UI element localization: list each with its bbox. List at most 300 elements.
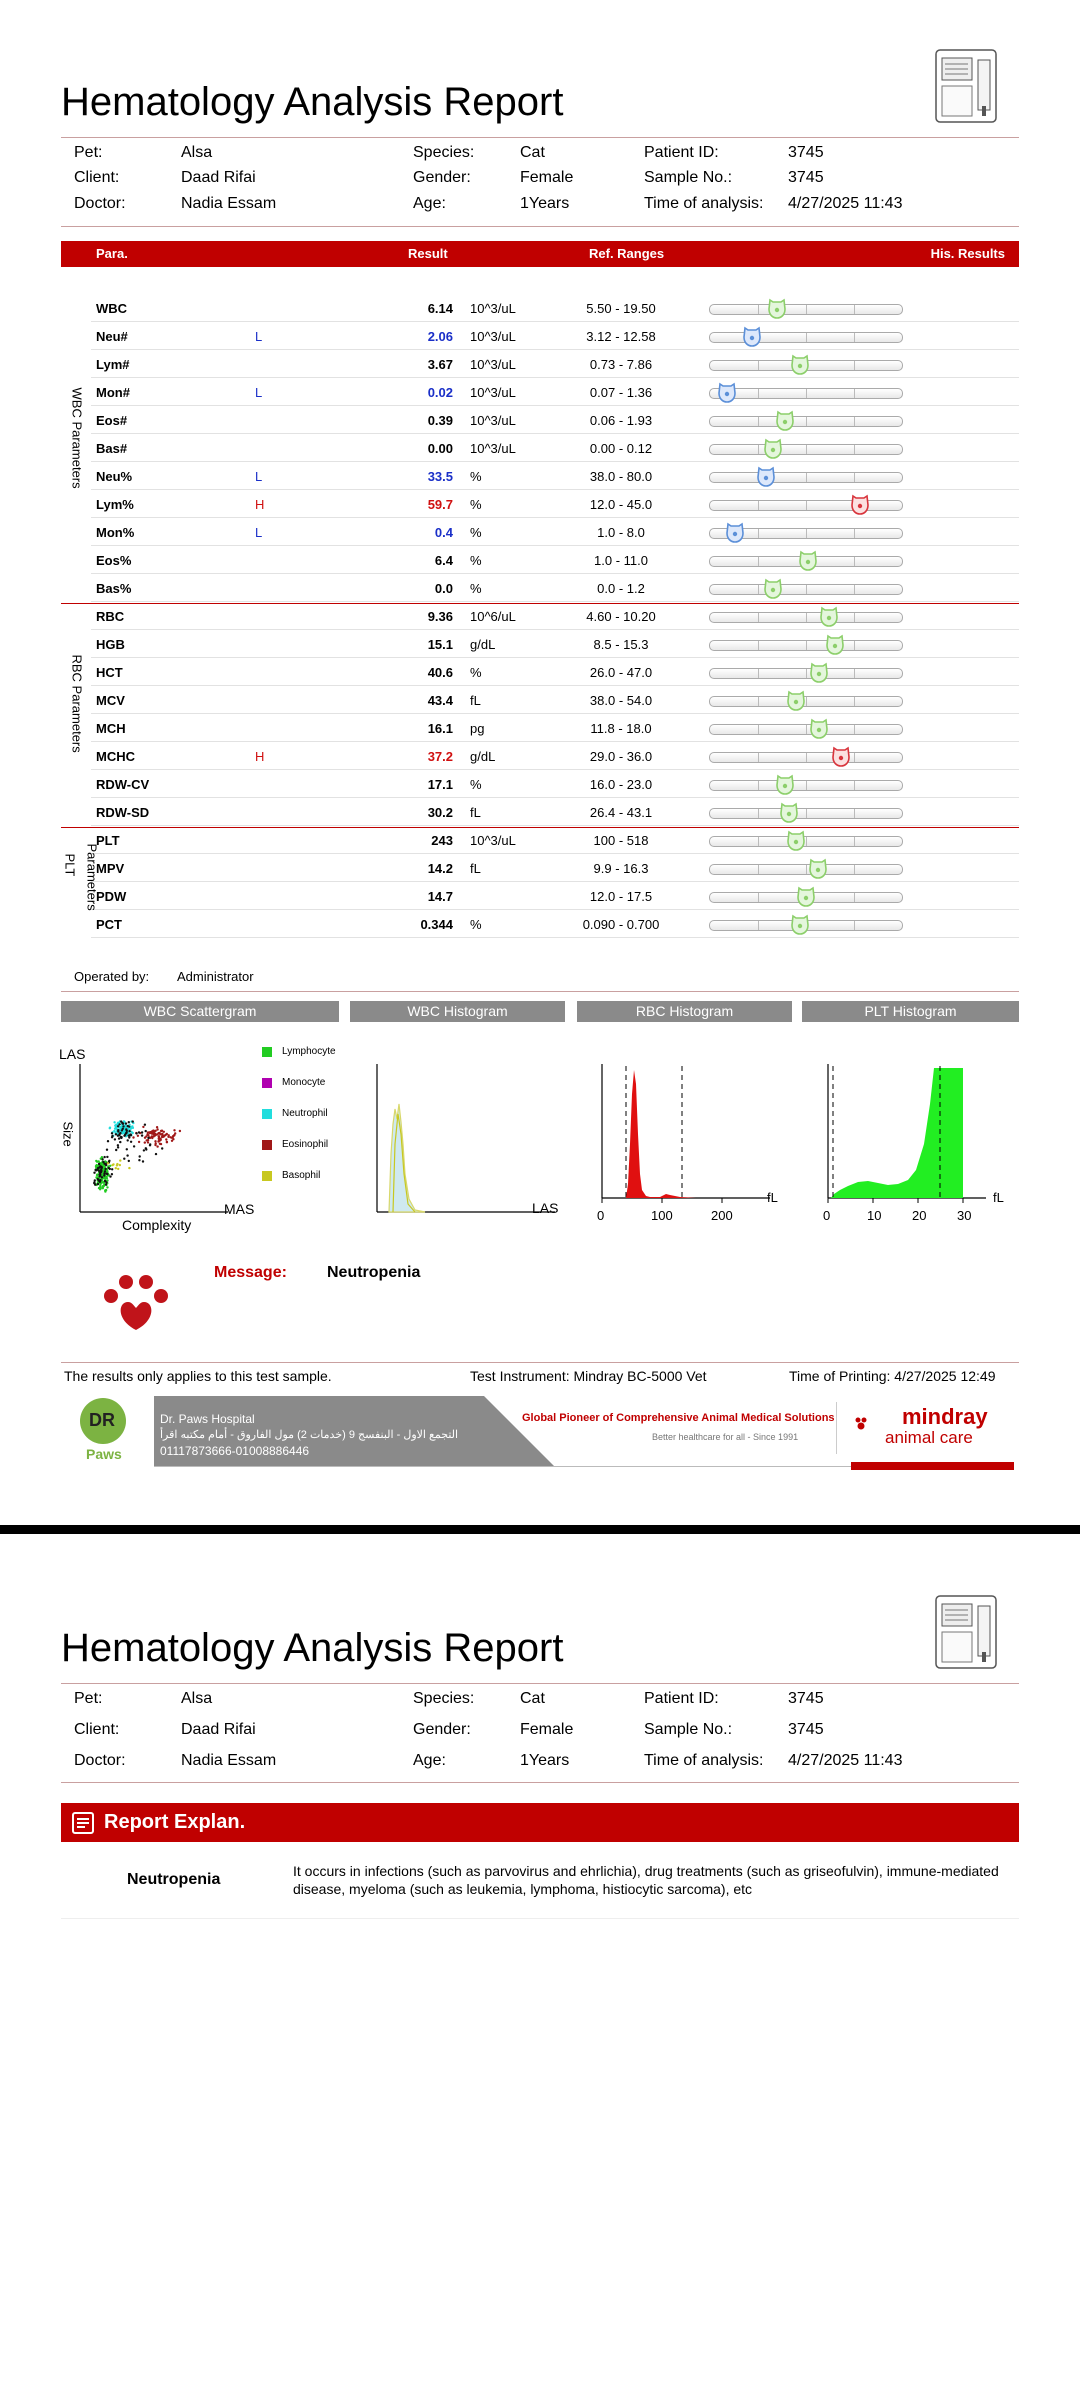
history-marker-icon: [767, 297, 787, 317]
param-value: 16.1: [427, 721, 453, 736]
scatter-dot: [125, 1122, 127, 1124]
param-value: 17.1: [427, 777, 453, 792]
scatter-dot: [96, 1164, 98, 1166]
history-bar: [709, 472, 903, 483]
history-bar-tick: [806, 725, 807, 734]
history-bar-tick: [854, 837, 855, 846]
mindray-brand-2: animal care: [885, 1428, 973, 1447]
wbc-histogram-header: WBC Histogram: [350, 1001, 565, 1022]
param-value: 0.00: [427, 441, 453, 456]
param-name: Eos%: [96, 553, 132, 568]
param-unit: 10^3/uL: [470, 833, 516, 848]
param-name: Neu%: [96, 469, 133, 484]
history-bar-tick: [854, 473, 855, 482]
history-bar-tick: [854, 305, 855, 314]
history-bar: [709, 696, 903, 707]
history-bar-tick: [854, 893, 855, 902]
client-label: Client:: [74, 1721, 120, 1738]
result-row: [61, 602, 1019, 630]
history-marker-icon: [809, 717, 829, 737]
doctor-value: Nadia Essam: [181, 195, 277, 212]
group-label-rbc: RBC Parameters: [69, 654, 85, 753]
history-marker-icon: [809, 661, 829, 681]
result-row: [61, 630, 1019, 658]
scatter-dot: [111, 1168, 113, 1170]
scattergram-header: WBC Scattergram: [61, 1001, 339, 1022]
history-bar-tick: [806, 417, 807, 426]
scatter-dot: [125, 1128, 127, 1130]
divider: [836, 1402, 837, 1454]
param-ref-range: 3.12 - 12.58: [586, 329, 656, 344]
operated-by-value: Administrator: [177, 969, 254, 984]
scatter-dot: [141, 1134, 143, 1136]
history-marker-icon: [790, 913, 810, 933]
param-unit: 10^3/uL: [470, 301, 516, 316]
param-value: 6.14: [427, 301, 453, 316]
scatter-dot: [106, 1186, 108, 1188]
divider: [61, 1683, 1019, 1684]
mindray-logo-icon: [854, 1416, 868, 1430]
scatter-dot: [115, 1167, 117, 1169]
divider: [154, 1466, 851, 1467]
plt-histogram-header: PLT Histogram: [802, 1001, 1019, 1022]
param-value: 9.36: [427, 609, 453, 624]
history-marker-icon: [742, 325, 762, 345]
legend-swatch: [262, 1171, 272, 1181]
rbc-tick-100: 100: [651, 1208, 673, 1223]
scatter-dot: [105, 1189, 107, 1191]
history-bar-tick: [758, 445, 759, 454]
param-ref-range: 0.0 - 1.2: [597, 581, 645, 596]
scatter-dot: [138, 1131, 140, 1133]
gender-label: Gender:: [413, 169, 471, 186]
history-bar-tick: [758, 585, 759, 594]
param-value: 33.5: [427, 469, 453, 484]
history-bar-tick: [758, 669, 759, 678]
history-bar: [709, 780, 903, 791]
legend-label: Monocyte: [282, 1077, 326, 1088]
wbc-histogram: [375, 1064, 555, 1214]
history-bar-tick: [806, 445, 807, 454]
scatter-dot: [128, 1167, 130, 1169]
param-value: 2.06: [427, 329, 453, 344]
scatter-dot: [111, 1173, 113, 1175]
scatter-dot: [161, 1147, 163, 1149]
param-name: RBC: [96, 609, 125, 624]
history-bar-tick: [758, 501, 759, 510]
mindray-red-bar: [851, 1462, 1014, 1470]
col-result: Result: [408, 246, 448, 261]
scatter-dot: [141, 1131, 143, 1133]
param-unit: 10^3/uL: [470, 329, 516, 344]
history-bar-tick: [806, 529, 807, 538]
scatter-dot: [96, 1174, 98, 1176]
scatter-dot: [118, 1137, 120, 1139]
scatter-dot: [158, 1136, 160, 1138]
scatter-dot: [132, 1120, 134, 1122]
param-unit: %: [470, 581, 482, 596]
history-bar: [709, 444, 903, 455]
scatter-dot: [119, 1141, 121, 1143]
scatter-dot: [97, 1183, 99, 1185]
scatter-x-right-label: MAS: [224, 1201, 255, 1217]
param-value: 40.6: [427, 665, 453, 680]
rbc-unit: fL: [767, 1190, 778, 1205]
explan-term: Neutropenia: [127, 1871, 221, 1888]
param-ref-range: 0.00 - 0.12: [589, 441, 653, 456]
history-marker-icon: [850, 493, 870, 513]
history-bar-tick: [806, 669, 807, 678]
param-flag: H: [255, 497, 265, 512]
history-bar: [709, 724, 903, 735]
hospital-address: التجمع الاول - البنفسج 9 (خدمات 2) مول الفاروق - أمام مكتبه اقرأ: [160, 1429, 459, 1441]
history-marker-icon: [825, 633, 845, 653]
wbc-scattergram: [78, 1064, 228, 1214]
wbc-hist-x-label: LAS: [532, 1200, 559, 1216]
patient-id-value: 3745: [788, 144, 824, 161]
history-bar-tick: [806, 753, 807, 762]
history-marker-icon: [798, 549, 818, 569]
param-name: HCT: [96, 665, 123, 680]
history-bar: [709, 864, 903, 875]
param-ref-range: 4.60 - 10.20: [586, 609, 656, 624]
history-bar-tick: [758, 753, 759, 762]
scatter-dot: [122, 1128, 124, 1130]
scatter-dot: [95, 1169, 97, 1171]
scatter-dot: [146, 1139, 148, 1141]
history-bar-tick: [806, 641, 807, 650]
legend-swatch: [262, 1047, 272, 1057]
species-label: Species:: [413, 144, 475, 161]
history-bar: [709, 556, 903, 567]
history-bar-tick: [806, 613, 807, 622]
scatter-dot: [98, 1163, 100, 1165]
history-bar-tick: [758, 921, 759, 930]
history-bar-tick: [806, 333, 807, 342]
history-bar-tick: [758, 781, 759, 790]
history-bar-tick: [806, 585, 807, 594]
scatter-dot: [111, 1136, 113, 1138]
pet-label: Pet:: [74, 144, 103, 161]
scatter-dot: [117, 1168, 119, 1170]
species-label: Species:: [413, 1690, 475, 1707]
param-ref-range: 0.090 - 0.700: [582, 917, 660, 932]
scatter-dot: [104, 1177, 106, 1179]
scatter-dot: [118, 1123, 120, 1125]
divider: [61, 1918, 1019, 1919]
param-value: 59.7: [427, 497, 453, 512]
scatter-dot: [101, 1158, 103, 1160]
scatter-dot: [113, 1121, 115, 1123]
scatter-dot: [142, 1126, 144, 1128]
history-bar-tick: [854, 361, 855, 370]
group-label-plt-params: Parameters: [84, 843, 100, 911]
scatter-dot: [154, 1140, 156, 1142]
param-ref-range: 0.07 - 1.36: [589, 385, 653, 400]
param-flag: L: [255, 385, 263, 400]
doctor-label: Doctor:: [74, 1752, 126, 1769]
param-name: PDW: [96, 889, 127, 904]
page-separator: [0, 1525, 1080, 1534]
legend-label: Neutrophil: [282, 1108, 328, 1119]
species-value: Cat: [520, 144, 545, 161]
scatter-x-label: Complexity: [122, 1217, 192, 1233]
param-name: MCHC: [96, 749, 135, 764]
plt-unit: fL: [993, 1190, 1004, 1205]
scatter-dot: [120, 1136, 122, 1138]
param-unit: fL: [470, 861, 481, 876]
history-bar-tick: [758, 557, 759, 566]
scatter-dot: [112, 1163, 114, 1165]
scatter-dot: [128, 1130, 130, 1132]
history-bar: [709, 584, 903, 595]
scatter-dot: [109, 1175, 111, 1177]
param-flag: L: [255, 469, 263, 484]
plt-tick-20: 20: [912, 1208, 927, 1223]
history-bar: [709, 500, 903, 511]
result-row: [61, 294, 1019, 322]
history-bar-tick: [758, 809, 759, 818]
col-ref: Ref. Ranges: [589, 246, 665, 261]
scatter-dot: [105, 1181, 107, 1183]
history-marker-icon: [819, 605, 839, 625]
scatter-dot: [99, 1187, 101, 1189]
scatter-dot: [99, 1179, 101, 1181]
param-value: 30.2: [427, 805, 453, 820]
param-name: Lym#: [96, 357, 130, 372]
param-value: 243: [431, 833, 453, 848]
scatter-dot: [114, 1138, 116, 1140]
scatter-dot: [165, 1138, 167, 1140]
scatter-dot: [138, 1159, 140, 1161]
document-icon: [71, 1811, 95, 1835]
scatter-dot: [126, 1148, 128, 1150]
rbc-histogram-header: RBC Histogram: [577, 1001, 792, 1022]
drpaws-logo: [80, 1398, 126, 1444]
result-row: [61, 854, 1019, 882]
result-row: [61, 798, 1019, 826]
footer-note: The results only applies to this test sample.: [64, 1368, 332, 1384]
scatter-dot: [155, 1142, 157, 1144]
species-value: Cat: [520, 1690, 545, 1707]
patient-id-value: 3745: [788, 1690, 824, 1707]
scatter-dot: [171, 1140, 173, 1142]
history-marker-icon: [786, 689, 806, 709]
section-divider-rbc: [61, 603, 1019, 604]
history-bar-tick: [806, 501, 807, 510]
explan-text: It occurs in infections (such as parvovirus and ehrlichia), drug treatments (such as griseofulvin), immune-mediated disease, myeloma (such as leukemia, lymphoma, histiocytic sarcoma), etc: [293, 1863, 999, 1897]
scatter-dot: [161, 1133, 163, 1135]
param-name: Mon#: [96, 385, 130, 400]
param-name: RDW-CV: [96, 777, 150, 792]
scatter-dot: [149, 1144, 151, 1146]
report-title-page2: Hematology Analysis Report: [61, 1626, 564, 1670]
scatter-dot: [147, 1134, 149, 1136]
param-unit: fL: [470, 805, 481, 820]
scatter-dot: [130, 1141, 132, 1143]
legend-label: Eosinophil: [282, 1139, 329, 1150]
history-bar: [709, 612, 903, 623]
legend-swatch: [262, 1109, 272, 1119]
param-unit: 10^3/uL: [470, 385, 516, 400]
col-his: His. Results: [930, 246, 1005, 261]
param-name: WBC: [96, 301, 128, 316]
param-name: Lym%: [96, 497, 134, 512]
history-bar-tick: [806, 305, 807, 314]
scatter-dot: [147, 1141, 149, 1143]
patient-id-label: Patient ID:: [644, 1690, 719, 1707]
history-bar: [709, 360, 903, 371]
scatter-dot: [161, 1130, 163, 1132]
age-label: Age:: [413, 195, 446, 212]
param-value: 37.2: [427, 749, 453, 764]
scatter-dot: [97, 1178, 99, 1180]
param-unit: %: [470, 553, 482, 568]
results-table-header: [61, 241, 1019, 267]
scatter-dot: [98, 1160, 100, 1162]
history-bar-tick: [854, 529, 855, 538]
history-bar-tick: [758, 641, 759, 650]
param-value: 3.67: [427, 357, 453, 372]
scatter-dot: [124, 1134, 126, 1136]
history-bar-tick: [758, 361, 759, 370]
history-marker-icon: [779, 801, 799, 821]
history-bar-tick: [854, 921, 855, 930]
scatter-dot: [128, 1160, 130, 1162]
history-bar-tick: [854, 585, 855, 594]
scatter-dot: [137, 1135, 139, 1137]
param-value: 14.2: [427, 861, 453, 876]
param-flag: H: [255, 749, 265, 764]
scatter-y-label: Size: [60, 1121, 76, 1147]
drpaws-logo-text: DR: [89, 1410, 115, 1430]
scatter-dot: [144, 1124, 146, 1126]
gender-value: Female: [520, 1721, 574, 1738]
scatter-dot: [115, 1133, 117, 1135]
result-row: [61, 350, 1019, 378]
scatter-dot: [103, 1174, 105, 1176]
scatter-dot: [109, 1127, 111, 1129]
history-bar-tick: [806, 389, 807, 398]
history-marker-icon: [786, 829, 806, 849]
footer-instrument: Test Instrument: Mindray BC-5000 Vet: [470, 1368, 707, 1384]
param-unit: g/dL: [470, 637, 496, 652]
message-label: Message:: [214, 1264, 287, 1281]
analyzer-icon: [930, 46, 1002, 126]
param-name: PLT: [96, 833, 120, 848]
scatter-dot: [116, 1163, 118, 1165]
param-ref-range: 9.9 - 16.3: [593, 861, 649, 876]
param-ref-range: 38.0 - 54.0: [589, 693, 653, 708]
plt-tick-10: 10: [867, 1208, 882, 1223]
divider: [61, 137, 1019, 138]
param-unit: %: [470, 497, 482, 512]
param-name: Neu#: [96, 329, 128, 344]
scatter-dot: [128, 1121, 130, 1123]
history-bar-tick: [854, 641, 855, 650]
param-unit: 10^3/uL: [470, 413, 516, 428]
scatter-dot: [122, 1132, 124, 1134]
scatter-dot: [104, 1168, 106, 1170]
result-row: [61, 378, 1019, 406]
result-row: [61, 826, 1019, 854]
history-marker-icon: [763, 577, 783, 597]
scatter-dot: [106, 1149, 108, 1151]
history-bar-tick: [758, 865, 759, 874]
sample-label: Sample No.:: [644, 169, 733, 186]
history-bar: [709, 332, 903, 343]
scatter-dot: [120, 1120, 122, 1122]
scatter-dot: [115, 1149, 117, 1151]
scatter-dot: [101, 1176, 103, 1178]
result-row: [61, 434, 1019, 462]
param-unit: fL: [470, 693, 481, 708]
divider: [61, 226, 1019, 227]
mindray-tagline-2: Better healthcare for all - Since 1991: [652, 1432, 799, 1442]
history-bar-tick: [854, 781, 855, 790]
age-value: 1Years: [520, 1752, 570, 1769]
section-divider-plt: [61, 827, 1019, 828]
scatter-dot: [122, 1125, 124, 1127]
param-name: RDW-SD: [96, 805, 150, 820]
param-ref-range: 5.50 - 19.50: [586, 301, 656, 316]
param-ref-range: 8.5 - 15.3: [593, 637, 649, 652]
legend-swatch: [262, 1078, 272, 1088]
history-bar-tick: [758, 837, 759, 846]
param-ref-range: 0.06 - 1.93: [589, 413, 653, 428]
drpaws-logo-paws: Paws: [86, 1446, 122, 1462]
scatter-dot: [158, 1139, 160, 1141]
scatter-dot: [107, 1162, 109, 1164]
scatter-dot: [103, 1156, 105, 1158]
scatter-dot: [179, 1130, 181, 1132]
param-unit: 10^6/uL: [470, 609, 516, 624]
scatter-dot: [135, 1132, 137, 1134]
history-bar-tick: [854, 865, 855, 874]
plt-tick-30: 30: [957, 1208, 972, 1223]
gender-label: Gender:: [413, 1721, 471, 1738]
param-name: Bas%: [96, 581, 132, 596]
scatter-dot: [159, 1143, 161, 1145]
param-value: 14.7: [427, 889, 453, 904]
param-ref-range: 11.8 - 18.0: [590, 721, 652, 736]
scatter-dot: [117, 1125, 119, 1127]
legend-label: Lymphocyte: [282, 1046, 336, 1057]
result-row: [61, 574, 1019, 602]
param-unit: pg: [470, 721, 485, 736]
history-bar-tick: [854, 445, 855, 454]
history-bar-tick: [854, 613, 855, 622]
history-bar: [709, 668, 903, 679]
history-bar: [709, 304, 903, 315]
patient-id-label: Patient ID:: [644, 144, 719, 161]
result-row: [61, 406, 1019, 434]
history-bar: [709, 528, 903, 539]
doctor-value: Nadia Essam: [181, 1752, 277, 1769]
param-ref-range: 29.0 - 36.0: [589, 749, 653, 764]
mindray-brand: mindray: [902, 1404, 988, 1429]
param-ref-range: 1.0 - 11.0: [594, 553, 648, 568]
col-para: Para.: [96, 246, 128, 261]
row-divider: [91, 937, 1019, 938]
param-unit: %: [470, 777, 482, 792]
scatter-dot: [119, 1132, 121, 1134]
param-value: 6.4: [434, 553, 453, 568]
history-bar-tick: [854, 557, 855, 566]
group-label-plt: PLT: [62, 853, 78, 877]
scatter-dot: [138, 1141, 140, 1143]
param-ref-range: 26.0 - 47.0: [589, 665, 653, 680]
